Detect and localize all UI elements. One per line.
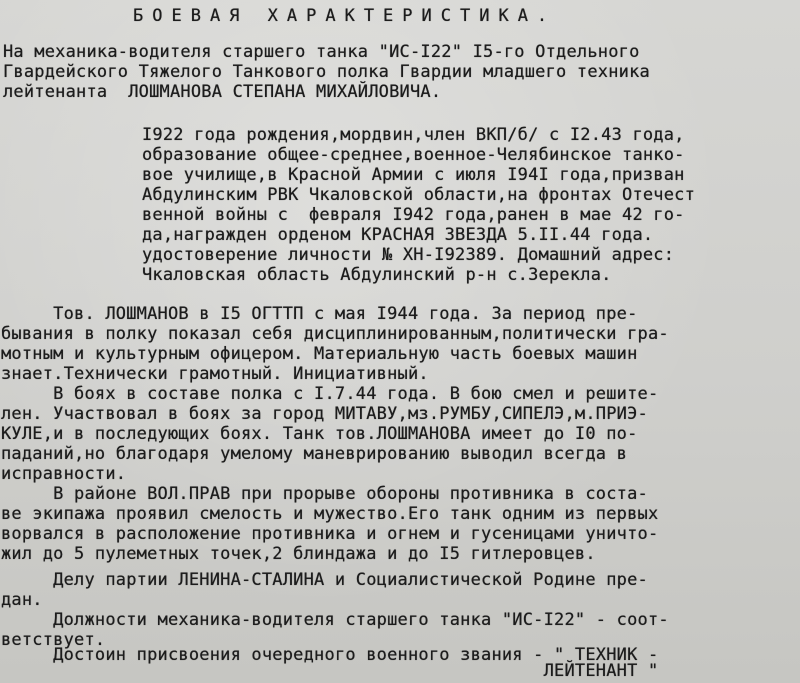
body-line: ве экипажа проявил смелость и мужество.Его танк одним из первых xyxy=(1,504,659,524)
bio-line: да,награжден орденом КРАСНАЯ ЗВЕЗДА 5.II.44 года. xyxy=(142,225,654,245)
body-line: знает.Технически грамотный. Инициативный. xyxy=(1,364,429,384)
header-line: На механика-водителя старшего танка "ИС-I22" I5-го Отдельного xyxy=(3,42,640,62)
body-line: В районе ВОЛ.ПРАВ при прорыве обороны противника в соста- xyxy=(1,484,648,504)
bio-line: I922 года рождения,мордвин,член ВКП/б/ с I2.43 года, xyxy=(142,125,685,145)
bio-line: венной войны с февраля I942 года,ранен в мае 42 го- xyxy=(142,205,685,225)
body-line: В боях в составе полка с I.7.44 года. В бою смел и решите- xyxy=(1,384,659,404)
body-line: бывания в полку показал себя дисциплинированным,политически гра- xyxy=(1,324,669,344)
body-line: жил до 5 пулеметных точек,2 блиндажа и до I5 гитлеровцев. xyxy=(1,544,596,564)
body-line: исправности. xyxy=(1,464,127,484)
closing-line: Достоин присвоения очередного военного звания - " ТЕХНИК - xyxy=(1,645,659,665)
closing-line: Делу партии ЛЕНИНА-СТАЛИНА и Социалистической Родине пре- xyxy=(1,570,648,590)
document-title: БОЕВАЯ ХАРАКТЕРИСТИКА. xyxy=(133,6,557,26)
header-line: Гвардейского Тяжелого Танкового полка Гвардии младшего техника xyxy=(3,62,650,82)
closing-line: ЛЕЙТЕНАНТ " xyxy=(1,661,659,681)
body-line: лен. Участвовал в боях за город МИТАВУ,мз.РУМБУ,СИПЕЛЭ,м.ПРИЭ- xyxy=(1,404,648,424)
body-line: КУЛЕ,и в последующих боях. Танк тов.ЛОШМАНОВА имеет до I0 по- xyxy=(1,424,638,444)
body-line: мотным и культурным офицером. Материальную часть боевых машин xyxy=(1,344,638,364)
body-line: ворвался в расположение противника и огнем и гусеницами уничто- xyxy=(1,524,659,544)
header-line: лейтенанта ЛОШМАНОВА СТЕПАНА МИХАЙЛОВИЧА. xyxy=(3,82,442,102)
closing-line: ветствует. xyxy=(1,630,106,650)
bio-line: Абдулинским РВК Чкаловской области,на фронтах Отечест xyxy=(142,185,696,205)
closing-line: дан. xyxy=(1,590,43,610)
bio-line: образование общее-среднее,военное-Челябинское танко- xyxy=(142,145,685,165)
bio-line: Чкаловская область Абдулинский р-н с.Зерекла. xyxy=(142,265,612,285)
body-line: Тов. ЛОШМАНОВ в I5 ОГТТП с мая I944 года. За период пре- xyxy=(1,304,638,324)
closing-line: Должности механика-водителя старшего танка "ИС-I22" - соот- xyxy=(1,610,669,630)
body-line: паданий,но благодаря умелому маневрированию выводил всегда в xyxy=(1,444,628,464)
bio-line: удостоверение личности № ХН-I92389. Домашний адрес: xyxy=(142,245,675,265)
bio-line: вое училище,в Красной Армии с июля I94I года,призван xyxy=(142,165,685,185)
